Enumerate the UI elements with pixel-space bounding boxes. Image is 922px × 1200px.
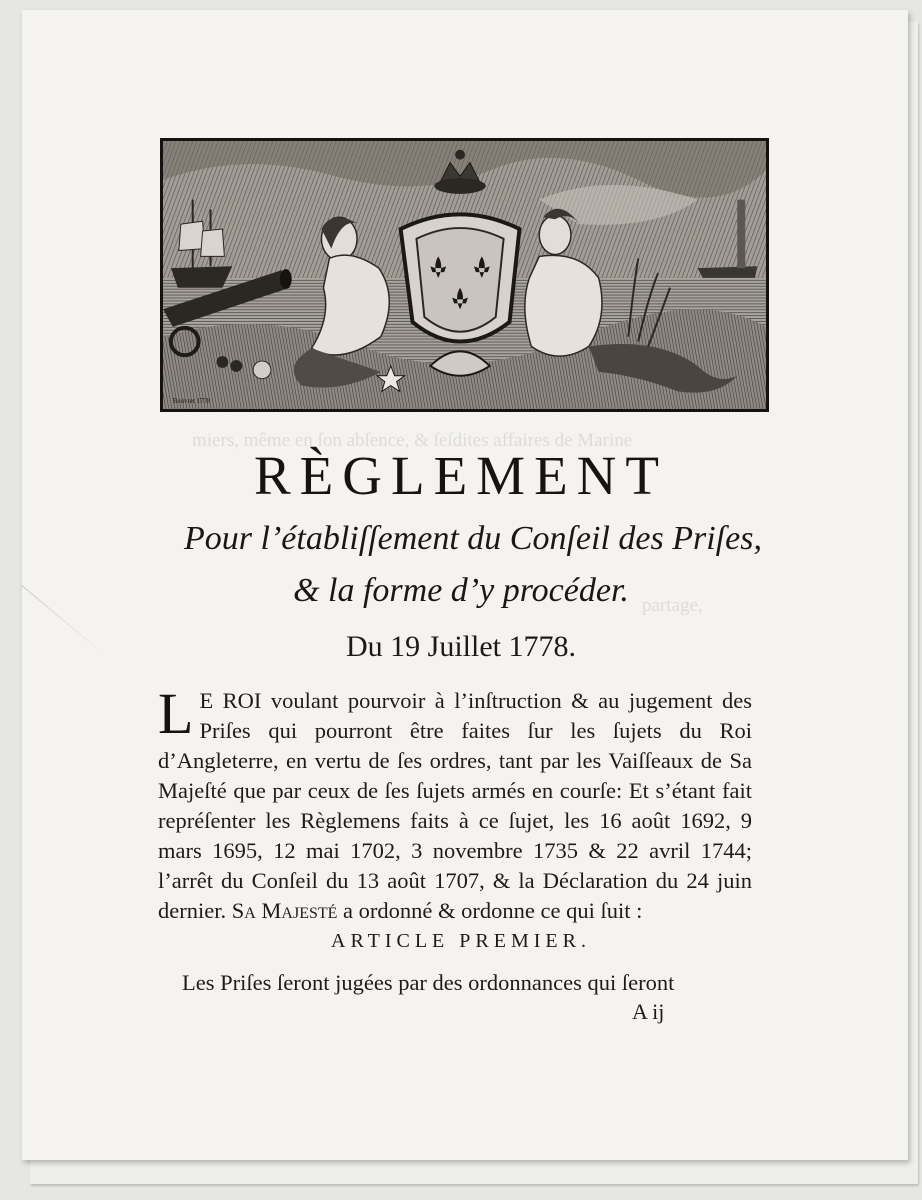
royal-arms-engraving xyxy=(163,141,766,409)
majesty-text: Sa Majesté xyxy=(231,898,338,923)
subtitle-line-2: & la forme d’y procéder. xyxy=(293,572,629,609)
subtitle-line-1: Pour l’établiſſement du Conſeil des Priſes, xyxy=(184,520,762,557)
engraved-vignette xyxy=(160,138,769,412)
bleed-through-text: miers, même en ſon abſence, & ſeſdites affaires de Marine xyxy=(192,430,633,451)
opening-words: E ROI xyxy=(199,688,262,713)
preamble-closing: a ordonné & ordonne ce qui ſuit : xyxy=(337,898,643,923)
drop-cap: L xyxy=(158,681,194,746)
document-title: RÈGLEMENT xyxy=(253,445,668,506)
article-heading: ARTICLE PREMIER. xyxy=(331,930,591,952)
preamble-text: voulant pourvoir à l’inſtruction & au jugement des Priſes qui pourront être faites ſur les ſujets du Roi d’Angleterre, en vertu de ſes ordres, tant par les Vaiſſeaux de Sa Majeſté que par ceux de ſes ſujets armés en courſe: Et s’étant fait repréſenter les Règlemens faits à ce ſujet, les 16 août 1692, 9 mars 1695, 12 mai 1702, 3 novembre 1735 & 22 avril 1744; l’arrêt du Conſeil du 13 août 1707, & la Déclaration du 24 juin dernier. xyxy=(158,688,752,923)
signature-mark: A ij xyxy=(632,999,665,1024)
bleed-through-text: partage, xyxy=(642,595,703,616)
engraver-mark: Beuvret 1778 xyxy=(172,398,211,406)
preamble-paragraph xyxy=(158,681,752,926)
document-date: Du 19 Juillet 1778. xyxy=(346,630,576,663)
article-one-text: Les Priſes ſeront jugées par des ordonnances qui ſeront xyxy=(182,970,675,995)
